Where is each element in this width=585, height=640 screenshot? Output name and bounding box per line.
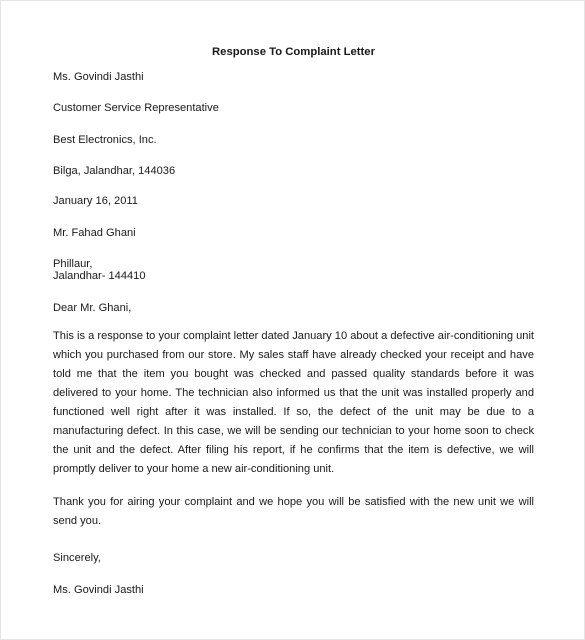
sender-position: Customer Service Representative	[53, 102, 219, 114]
recipient-name: Mr. Fahad Ghani	[53, 227, 136, 239]
body-paragraph-1: This is a response to your complaint letter dated January 10 about a defective air-conditioning unit which you purchased from our store. My sales staff have already checked your receipt and have told me that the item you bought was checked and passed quality standards before it was delivered to your home. The technician also informed us that the unit was installed properly and functioned well right after it was installed. If so, the defect of the unit may be due to a manufacturing defect. In this case, we will be sending our technician to your home soon to check the unit and the defect. After filing his report, if he confirms that the item is defective, we will promptly deliver to your home a new air-conditioning unit.	[53, 330, 535, 475]
closing: Sincerely,	[53, 552, 101, 564]
body-paragraph-2: Thank you for airing your complaint and we hope you will be satisfied with the new unit we will send you.	[53, 496, 534, 527]
sender-company: Best Electronics, Inc.	[53, 134, 157, 146]
recipient-address-line-2: Jalandhar- 144410	[53, 270, 146, 282]
signature-name: Ms. Govindi Jasthi	[53, 584, 144, 596]
salutation: Dear Mr. Ghani,	[53, 302, 132, 314]
letter-title: Response To Complaint Letter	[212, 46, 375, 58]
sender-address: Bilga, Jalandhar, 144036	[53, 165, 176, 177]
sender-name: Ms. Govindi Jasthi	[53, 71, 144, 83]
letter-date: January 16, 2011	[53, 195, 138, 207]
recipient-address-line-1: Phillaur,	[53, 258, 93, 270]
